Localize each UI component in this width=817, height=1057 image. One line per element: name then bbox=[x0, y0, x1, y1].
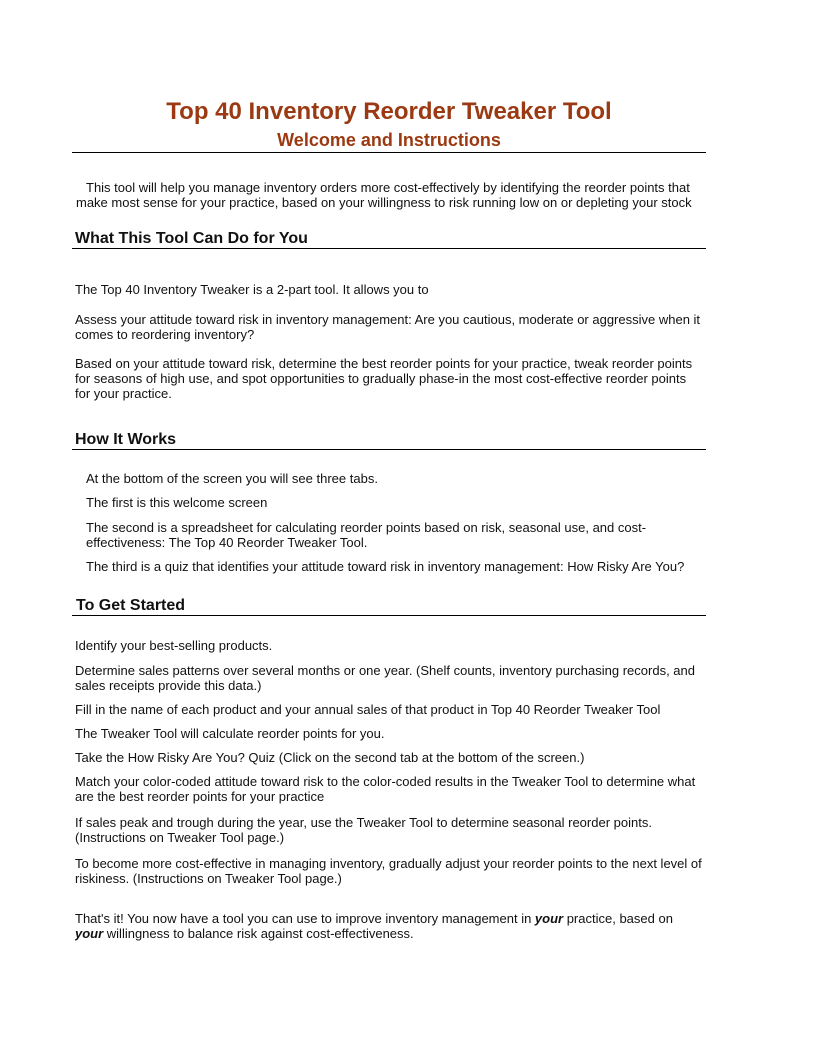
emphasis-text: your bbox=[534, 911, 564, 926]
section2-paragraph: The second is a spreadsheet for calculating reorder points based on risk, seasonal use, and cost- effectiveness: The Top 40 Reorder Tweaker Tool. bbox=[86, 520, 647, 550]
intro-paragraph: This tool will help you manage inventory orders more cost-effectively by identifying the reorder points that make most sense for your practice, based on your willingness to risk running low on or depleting your stock bbox=[76, 180, 692, 210]
section2-paragraph: The third is a quiz that identifies your attitude toward risk in inventory management: How Risky Are You? bbox=[86, 559, 685, 574]
section-heading-how-it-works: How It Works bbox=[75, 431, 177, 448]
page-title: Top 40 Inventory Reorder Tweaker Tool bbox=[166, 98, 612, 125]
section3-paragraph: Take the How Risky Are You? Quiz (Click on the second tab at the bottom of the screen.) bbox=[75, 750, 585, 765]
title-divider bbox=[72, 152, 706, 153]
section1-paragraph: Assess your attitude toward risk in inventory management: Are you cautious, moderate or aggressive when it comes to reordering inventory? bbox=[75, 312, 701, 342]
section3-paragraph: To become more cost-effective in managing inventory, gradually adjust your reorder points to the next level of riskiness. (Instructions on Tweaker Tool page.) bbox=[75, 856, 702, 886]
section-divider bbox=[72, 449, 706, 450]
section2-paragraph: At the bottom of the screen you will see three tabs. bbox=[86, 471, 378, 486]
section1-paragraph: Based on your attitude toward risk, determine the best reorder points for your practice, tweak reorder points for seasons of high use, and spot opportunities to gradually phase-in the most cost-effective reorder points for your practice. bbox=[75, 356, 693, 401]
section3-paragraph: If sales peak and trough during the year, use the Tweaker Tool to determine seasonal reorder points. (Instructions on Tweaker Tool page.) bbox=[75, 815, 652, 845]
section-divider bbox=[72, 248, 706, 249]
section1-paragraph: The Top 40 Inventory Tweaker is a 2-part tool. It allows you to bbox=[75, 282, 429, 297]
section3-paragraph: Match your color-coded attitude toward risk to the color-coded results in the Tweaker Tool to determine what are the best reorder points for your practice bbox=[75, 774, 696, 804]
section2-paragraph: The first is this welcome screen bbox=[86, 495, 268, 510]
closing-paragraph: That's it! You now have a tool you can use to improve inventory management in your practice, based on your willingness to balance risk against cost-effectiveness. bbox=[75, 911, 673, 941]
section-heading-what-tool-does: What This Tool Can Do for You bbox=[75, 230, 308, 247]
page-subtitle: Welcome and Instructions bbox=[277, 130, 501, 150]
section-divider bbox=[72, 615, 706, 616]
section-heading-to-get-started: To Get Started bbox=[76, 597, 186, 614]
section3-paragraph: Identify your best-selling products. bbox=[75, 638, 273, 653]
emphasis-text: your bbox=[75, 926, 104, 941]
section3-paragraph: Fill in the name of each product and your annual sales of that product in Top 40 Reorder Tweaker Tool bbox=[75, 702, 661, 717]
section3-paragraph: The Tweaker Tool will calculate reorder points for you. bbox=[75, 726, 385, 741]
section3-paragraph: Determine sales patterns over several months or one year. (Shelf counts, inventory purchasing records, and sales receipts provide this data.) bbox=[75, 663, 695, 693]
